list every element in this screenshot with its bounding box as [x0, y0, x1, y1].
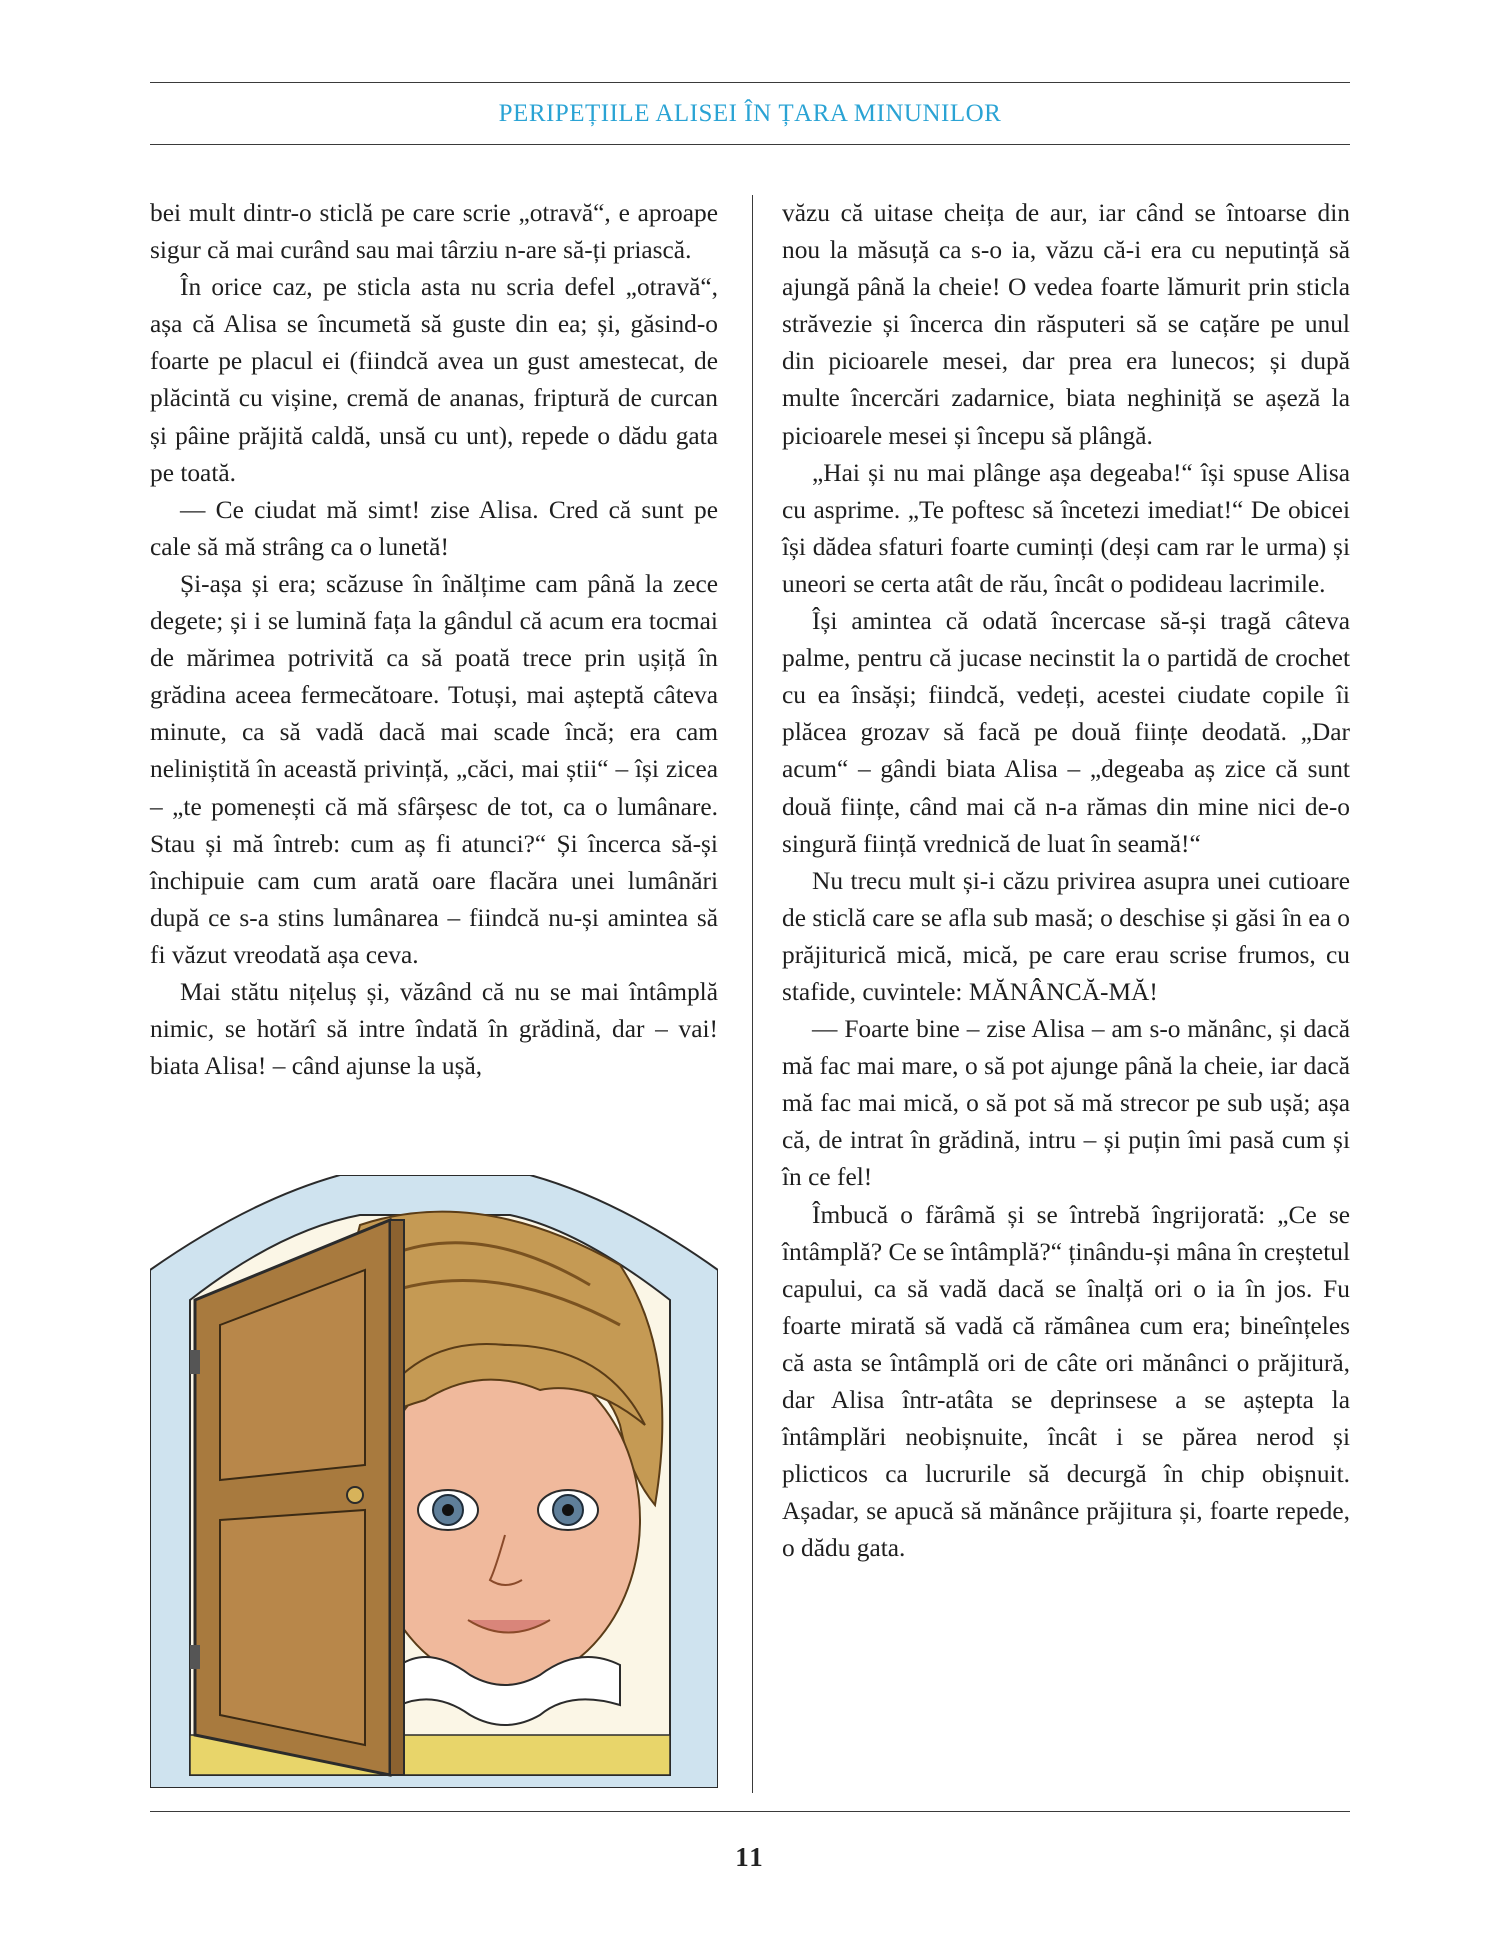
paragraph: În orice caz, pe sticla asta nu scria defel „otravă“, așa că Alisa se încumetă să guste din ea; și, găsind-o foarte pe placul ei (fiindcă avea un gust amestecat, de plăcintă cu vișine, cremă de ananas, friptură de curcan și pâine prăjită caldă, unsă cu unt), repede o dădu gata pe toată. [150, 273, 718, 487]
paragraph: — Ce ciudat mă simt! zise Alisa. Cred că sunt pe cale să mă strâng ca o lunetă! [150, 495, 718, 561]
right-text-column [782, 195, 1350, 1567]
paragraph: Mai stătu nițeluș și, văzând că nu se mai întâmplă nimic, se hotărî să intre îndată în grădină, dar – vai! biata Alisa! – când ajunse la ușă, [150, 977, 718, 1081]
paragraph: bei mult dintr-o sticlă pe care scrie „otravă“, e aproape sigur că mai curând sau mai târziu n-are să-ți priască. [150, 199, 718, 265]
top-rule [150, 82, 1350, 83]
paragraph: Și-așa și era; scăzuse în înălțime cam până la zece degete; și i se lumină fața la gândul că acum era tocmai de mărimea potrivită ca să poată trece prin ușiță în grădina aceea fermecătoare. Totuși, mai așteptă câteva minute, ca să vadă dacă mai scade încă; era cam neliniștită în această privință, „căci, mai știi“ – își zicea – „te pomenești că mă sfârșesc de tot, ca o lumânare. Stau și mă întreb: cum aș fi atunci?“ Și încerca să-și închipuie cam cum arată oare flacăra unei lumânări după ce s-a stins lumânarea – fiindcă nu-și amintea să fi văzut vreodată așa ceva. [150, 569, 718, 969]
illustration-alice-at-door [150, 1175, 718, 1788]
left-text-column [150, 195, 718, 1085]
footer-rule [150, 1811, 1350, 1812]
page-number: 11 [735, 1842, 765, 1872]
paragraph: „Hai și nu mai plânge așa degeaba!“ își spuse Alisa cu asprime. „Te poftesc să încetezi imediat!“ De obicei își dădea sfaturi foarte cuminți (deși cam rar le urma) și uneori se certa atât de rău, încât o podideau lacrimile. [782, 458, 1350, 598]
paragraph: — Foarte bine – zise Alisa – am s-o mănânc, și dacă mă fac mai mare, o să pot ajunge până la cheie, iar dacă mă fac mai mică, o să pot să mă strecor pe sub ușă; așa că, de intrat în grădină, intru – și puțin îmi pasă cum și în ce fel! [782, 1015, 1350, 1192]
paragraph: Își amintea că odată încercase să-și tragă câteva palme, pentru că jucase necinstit la o partidă de crochet cu ea însăși; fiindcă, vedeți, acestei ciudate copile îi plăcea grozav să facă pe două ființe deodată. „Dar acum“ – gândi biata Alisa – „degeaba aș zice că sunt două ființe, când mai că n-a rămas din mine nici de-o singură ființă vrednică de luat în seamă!“ [782, 607, 1350, 858]
column-separator [752, 195, 753, 1793]
paragraph: Nu trecu mult și-i căzu privirea asupra unei cutioare de sticlă care se afla sub masă; o deschise și găsi în ea o prăjiturică mică, mică, pe care erau scrise frumos, cu stafide, cuvintele: MĂNÂNCĂ-MĂ! [782, 866, 1350, 1006]
paragraph: văzu că uitase cheița de aur, iar când se întoarse din nou la măsuță ca s-o ia, văzu că-i era cu neputință să ajungă până la cheie! O vedea foarte lămurit prin sticla străvezie și încerca din răsputeri să se cațăre pe unul din picioarele mesei, dar prea era lunecos; și după multe încercări zadarnice, biata neghiniță se așeză la picioarele mesei și începu să plângă. [782, 199, 1350, 450]
running-title: PERIPEȚIILE ALISEI ÎN ȚARA MINUNILOR [498, 100, 1002, 127]
paragraph: Îmbucă o fărâmă și se întrebă îngrijorată: „Ce se întâmplă? Ce se întâmplă?“ ținându-și mâna în creștetul capului, ca să vadă dacă se înalță ori o ia în jos. Fu foarte mirată să vadă că rămânea cum era; bineînțeles că asta se întâmplă ori de câte ori mănânci o prăjitură, dar Alisa într-atâta se deprinsese a se aștepta la întâmplări neobișnuite, încât i se părea nerod și plicticos ca lucrurile să decurgă în chip obișnuit. Așadar, se apucă să mănânce prăjitura și, foarte repede, o dădu gata. [782, 1200, 1350, 1563]
header-rule [150, 144, 1350, 145]
